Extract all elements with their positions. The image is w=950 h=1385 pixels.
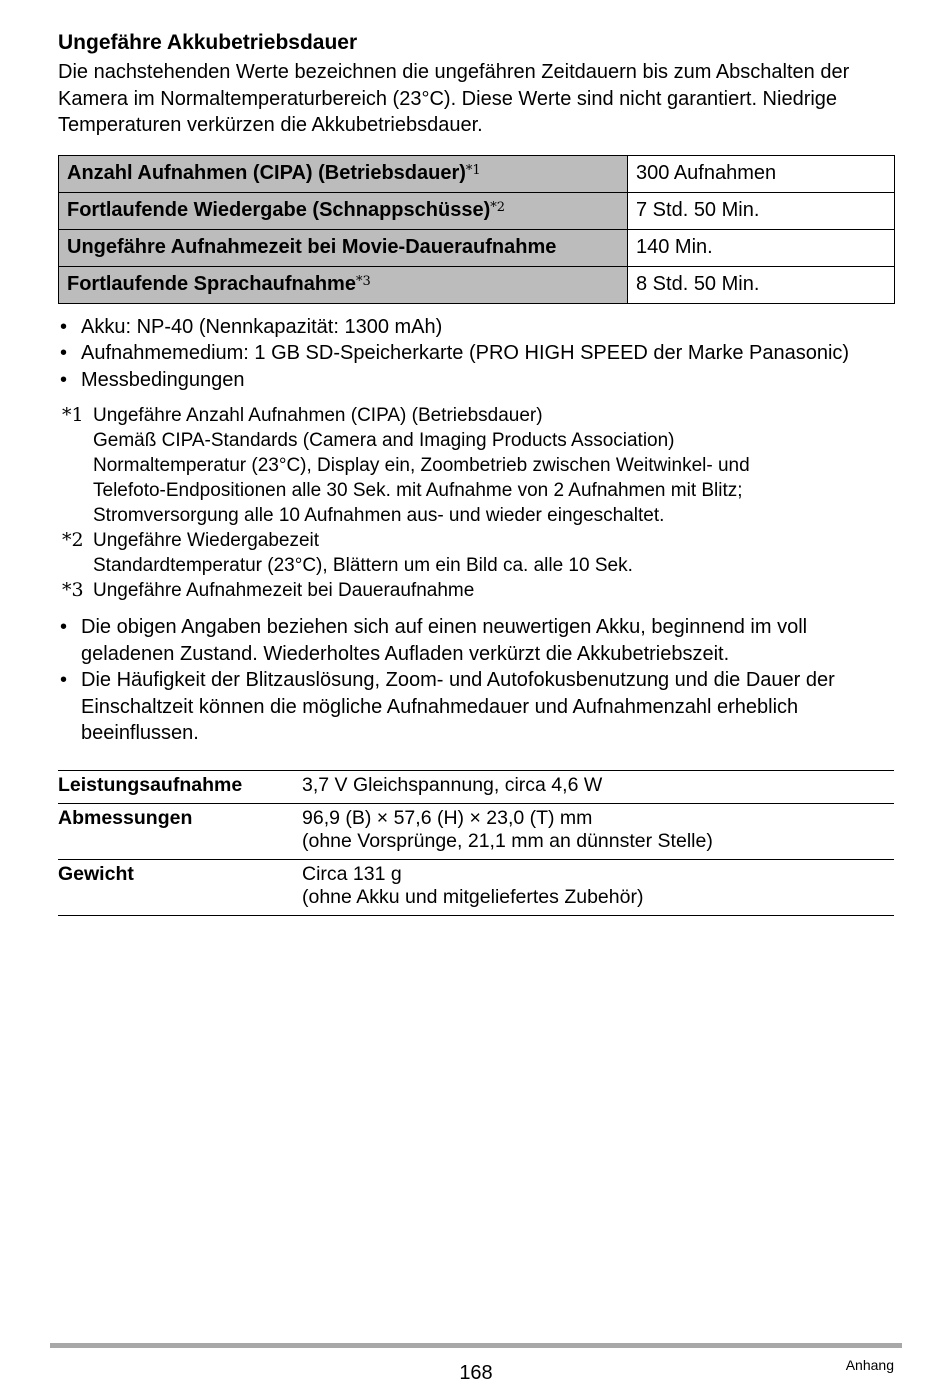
bullet-icon: • — [60, 315, 68, 338]
spec-value — [302, 859, 894, 915]
bullet-icon: • — [60, 669, 68, 691]
footnote-title: Ungefähre Aufnahmezeit bei Daueraufnahme — [93, 580, 475, 601]
row-label-text: Fortlaufende Sprachaufnahme — [67, 273, 356, 295]
footnote — [58, 528, 894, 578]
table-row — [59, 155, 895, 192]
spec-value-line: (ohne Vorsprünge, 21,1 mm an dünnster Stelle) — [302, 829, 713, 852]
spec-value — [302, 770, 894, 803]
footnote — [58, 403, 894, 528]
footnote-line: Stromversorgung alle 10 Aufnahmen aus- und wieder eingeschaltet. — [93, 505, 665, 526]
spec-value-line: Circa 131 g — [302, 862, 402, 885]
row-label-text: Ungefähre Aufnahmezeit bei Movie-Daueraufnahme — [67, 236, 557, 258]
footnotes — [58, 403, 894, 603]
row-label — [59, 266, 628, 303]
footnote-ref: *3 — [355, 274, 371, 289]
row-label — [59, 192, 628, 229]
intro-paragraph: Die nachstehenden Werte bezeichnen die ungefähren Zeitdauern bis zum Abschalten der Kamera im Normaltemperaturbereich (23°C). Diese Werte sind nicht garantiert. Niedrige Temperaturen verkürzen die Akkubetriebsdauer. — [58, 61, 850, 136]
list-item — [58, 614, 894, 667]
bullet-icon: • — [60, 342, 68, 364]
list-item — [58, 314, 894, 341]
row-value: 7 Std. 50 Min. — [628, 192, 895, 229]
section-heading: Ungefähre Akkubetriebsdauer — [58, 31, 358, 54]
spec-value-line: 3,7 V Gleichspannung, circa 4,6 W — [302, 773, 603, 796]
footnote-ref: *2 — [490, 200, 506, 215]
spec-value-line: 96,9 (B) × 57,6 (H) × 23,0 (T) mm — [302, 806, 593, 829]
spec-key: Leistungsaufnahme — [58, 770, 302, 803]
bullet-icon: • — [60, 368, 68, 391]
footnote-mark: *2 — [62, 529, 84, 551]
footnote-mark: *1 — [62, 404, 84, 426]
row-label-text: Anzahl Aufnahmen (CIPA) (Betriebsdauer) — [67, 162, 466, 184]
footnote — [58, 578, 894, 603]
spec-row — [58, 803, 894, 859]
page-number: 168 — [459, 1362, 493, 1384]
specifications-table — [58, 770, 894, 916]
row-label — [59, 155, 628, 192]
spec-row — [58, 770, 894, 803]
spec-key: Gewicht — [58, 859, 302, 915]
list-item-text: Die obigen Angaben beziehen sich auf einen neuwertigen Akku, beginnend im voll geladenen Zustand. Wiederholtes Aufladen verkürzt die Akkubetriebszeit. — [81, 616, 808, 665]
footnote-line: Telefoto-Endpositionen alle 30 Sek. mit Aufnahme von 2 Aufnahmen mit Blitz; — [93, 480, 743, 501]
spec-value — [302, 803, 894, 859]
table-row — [59, 192, 895, 229]
bullet-icon: • — [60, 616, 68, 638]
table-row — [59, 229, 895, 266]
footnote-mark: *3 — [62, 579, 84, 601]
footnote-line: Normaltemperatur (23°C), Display ein, Zoombetrieb zwischen Weitwinkel- und — [93, 455, 750, 476]
footnote-title: Ungefähre Wiedergabezeit — [93, 530, 320, 551]
table-row — [59, 266, 895, 303]
list-item-text: Akku: NP-40 (Nennkapazität: 1300 mAh) — [81, 315, 443, 338]
spec-key: Abmessungen — [58, 803, 302, 859]
list-item — [58, 667, 894, 747]
footnote-title: Ungefähre Anzahl Aufnahmen (CIPA) (Betriebsdauer) — [93, 405, 543, 426]
row-value: 8 Std. 50 Min. — [628, 266, 895, 303]
conditions-list — [58, 314, 894, 394]
spec-row — [58, 859, 894, 915]
footnote-line: Gemäß CIPA-Standards (Camera and Imaging Products Association) — [93, 430, 675, 451]
battery-life-table — [58, 155, 895, 304]
list-item — [58, 367, 894, 394]
list-item-text: Messbedingungen — [81, 368, 245, 391]
remarks-list — [58, 614, 894, 747]
spec-value-line: (ohne Akku und mitgeliefertes Zubehör) — [302, 885, 644, 908]
footnote-ref: *1 — [465, 163, 481, 178]
row-value: 140 Min. — [628, 229, 895, 266]
page-content — [58, 30, 894, 916]
footnote-line: Standardtemperatur (23°C), Blättern um ein Bild ca. alle 10 Sek. — [93, 555, 633, 576]
list-item — [58, 340, 894, 367]
section-label: Anhang — [845, 1357, 894, 1373]
row-value: 300 Aufnahmen — [628, 155, 895, 192]
list-item-text: Aufnahmemedium: 1 GB SD-Speicherkarte (PRO HIGH SPEED der Marke Panasonic) — [81, 342, 850, 364]
row-label-text: Fortlaufende Wiedergabe (Schnappschüsse) — [67, 199, 491, 221]
footer-divider — [50, 1343, 902, 1348]
list-item-text: Die Häufigkeit der Blitzauslösung, Zoom- und Autofokusbenutzung und die Dauer der Einschaltzeit können die mögliche Aufnahmedauer und Aufnahmenzahl erheblich beeinflussen. — [81, 669, 835, 744]
row-label — [59, 229, 628, 266]
